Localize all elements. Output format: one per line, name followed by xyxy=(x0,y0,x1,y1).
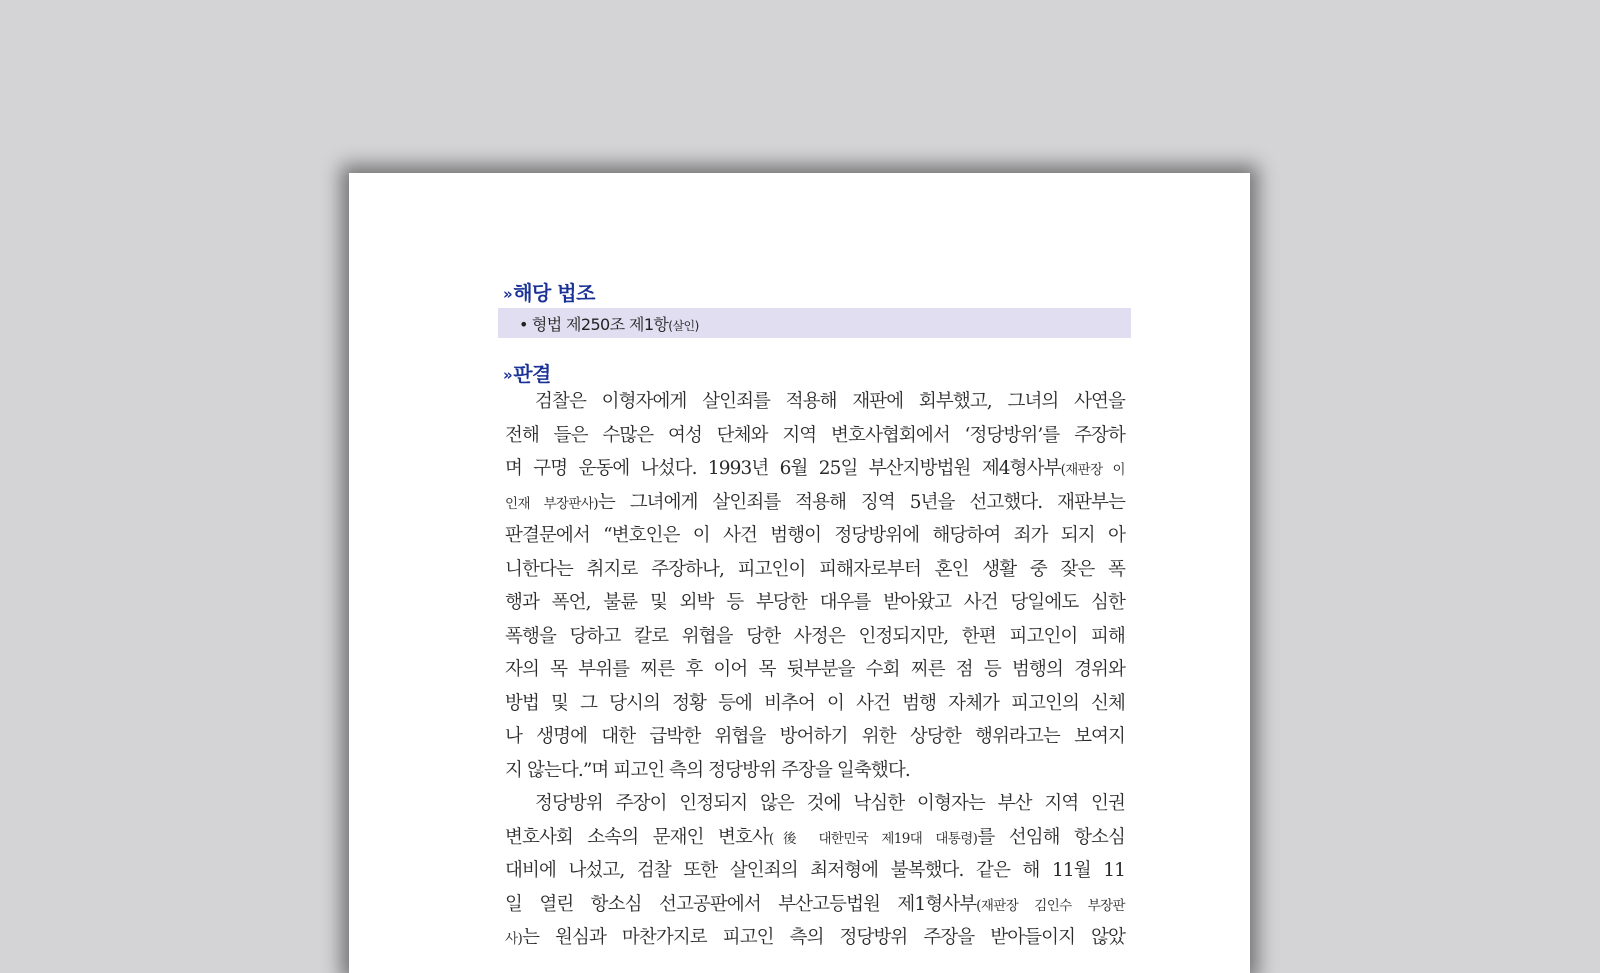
paragraph-1-line-4-note: 인재 부장판사) xyxy=(505,495,598,512)
paragraph-1-line-3 xyxy=(505,452,1125,486)
paragraph-1-line-6: 니한다는 취지로 주장하나, 피고인이 피해자로부터 혼인 생활 중 잦은 폭 xyxy=(505,558,1125,580)
paragraph-2-line-2-text-b: 를 선임해 항소심 xyxy=(977,826,1125,848)
paragraph-2-line-4-text: 일 열린 항소심 선고공판에서 부산고등법원 제1형사부 xyxy=(505,893,977,915)
paragraph-1-line-4-text: 는 그녀에게 살인죄를 적용해 징역 5년을 선고했다. 재판부는 xyxy=(597,491,1125,513)
paragraph-1-line-3-text: 며 구명 운동에 나섰다. 1993년 6월 25일 부산지방법원 제4형사부 xyxy=(505,458,1061,479)
paragraph-1-line-5: 판결문에서 “변호인은 이 사건 범행이 정당방위에 해당하여 죄가 되지 아 xyxy=(505,525,1125,546)
applicable-law-box xyxy=(498,308,1131,338)
paragraph-2-line-2 xyxy=(505,821,1125,855)
law-item-text: 형법 제250조 제1항 xyxy=(531,315,669,334)
paragraph-1-line-8: 폭행을 당하고 칼로 위협을 당한 사정은 인정되지만, 한편 피고인이 피해 xyxy=(505,625,1125,647)
law-item xyxy=(519,312,699,335)
paragraph-2-line-4 xyxy=(505,888,1125,922)
paragraph-2-line-4-note: (재판장 김인수 부장판 xyxy=(976,897,1125,914)
chevron-icon: » xyxy=(503,285,513,303)
section-heading-label: 해당 법조 xyxy=(513,281,595,305)
paragraph-2-line-1: 정당방위 주장이 인정되지 않은 것에 낙심한 이형자는 부산 지역 인권 xyxy=(535,793,1125,814)
paragraph-2-line-5 xyxy=(505,921,1125,955)
chevron-icon: » xyxy=(503,366,513,384)
paragraph-1-line-3-note: (재판장 이 xyxy=(1060,462,1126,478)
document-page xyxy=(349,173,1250,973)
bullet-icon: • xyxy=(519,315,528,334)
paragraph-2-line-3: 대비에 나섰고, 검찰 또한 살인죄의 최저형에 불복했다. 같은 해 11월 11 xyxy=(505,860,1125,881)
paragraph-2-line-2-text-a: 변호사회 소속의 문재인 변호사 xyxy=(505,826,769,848)
paragraph-1-line-2: 전해 들은 수많은 여성 단체와 지역 변호사협회에서 ‘정당방위’를 주장하 xyxy=(505,424,1125,446)
paragraph-2-line-5-text: 는 원심과 마찬가지로 피고인 측의 정당방위 주장을 받아들이지 않았 xyxy=(522,927,1125,948)
law-item-note: (살인) xyxy=(668,319,699,333)
section-heading-label: 판결 xyxy=(513,362,551,386)
paragraph-1-line-10: 방법 및 그 당시의 정황 등에 비추어 이 사건 범행 자체가 피고인의 신체 xyxy=(505,692,1125,714)
paragraph-1-line-7: 행과 폭언, 불륜 및 외박 등 부당한 대우를 받아왔고 사건 당일에도 심한 xyxy=(505,592,1125,613)
paragraph-1-line-4 xyxy=(505,486,1125,520)
judgment-body xyxy=(505,385,1125,955)
paragraph-1-line-11: 나 생명에 대한 급박한 위협을 방어하기 위한 상당한 행위라고는 보여지 xyxy=(505,726,1125,747)
paragraph-1-line-12: 지 않는다.”며 피고인 측의 정당방위 주장을 일축했다. xyxy=(505,759,910,781)
section-heading-applicable-law xyxy=(503,277,595,306)
section-heading-judgment xyxy=(503,358,551,387)
paragraph-2-line-5-note: 사) xyxy=(505,931,523,947)
paragraph-2-line-2-note: (後 대한민국 제19대 대통령) xyxy=(768,830,978,847)
paragraph-1-line-9: 자의 목 부위를 찌른 후 이어 목 뒷부분을 수회 찌른 점 등 범행의 경위와 xyxy=(505,659,1125,680)
paragraph-1-line-1: 검찰은 이형자에게 살인죄를 적용해 재판에 회부했고, 그녀의 사연을 xyxy=(535,391,1125,412)
